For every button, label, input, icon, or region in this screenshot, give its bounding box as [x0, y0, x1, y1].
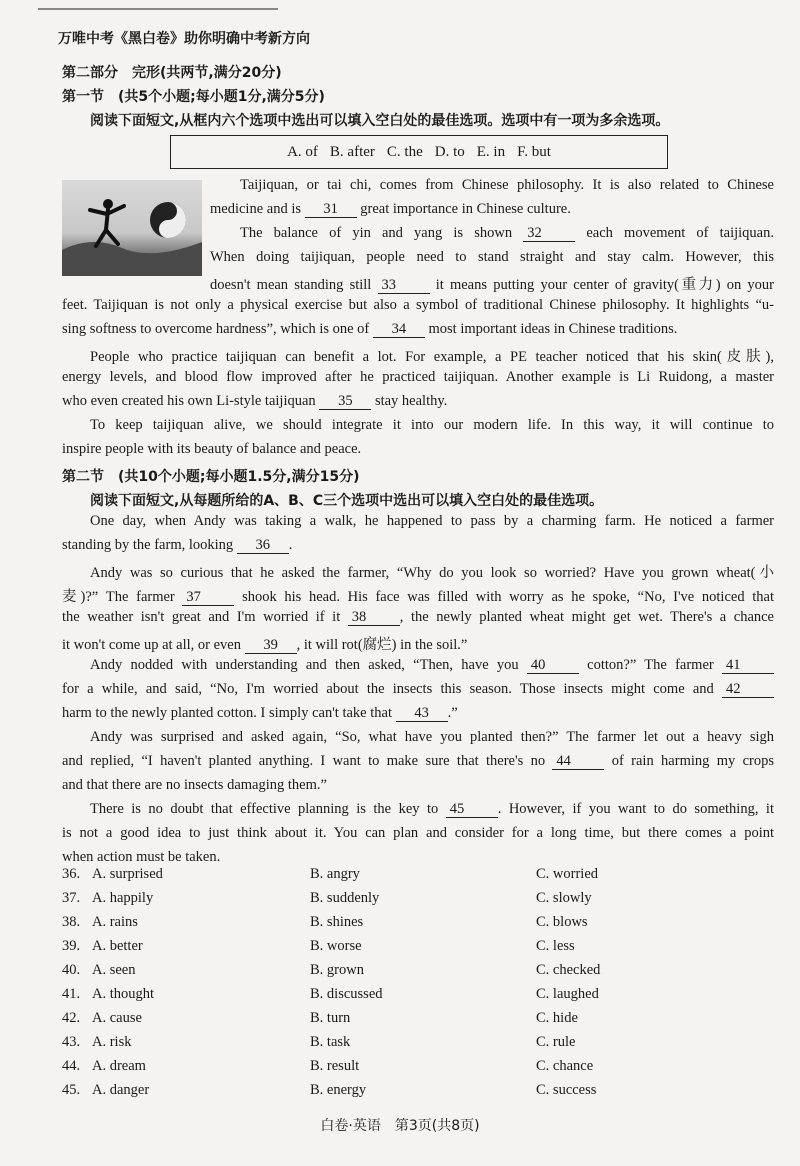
- choice-row-43: [62, 1034, 774, 1058]
- choice-row-40: [62, 962, 774, 986]
- choice-a: A. cause: [92, 1010, 142, 1026]
- text-segment: great importance in Chinese culture.: [356, 201, 571, 217]
- choice-c: C. worried: [536, 866, 599, 882]
- question-number: 40.: [62, 962, 81, 978]
- s1-line: [62, 321, 677, 338]
- text-segment: shook his head. His face was filled with worry as he spoke, “No, I've noticed that: [234, 589, 774, 605]
- choice-b: B. angry: [310, 866, 360, 882]
- text-segment: .: [288, 537, 293, 553]
- text-segment: most important ideas in Chinese traditions.: [424, 321, 678, 337]
- blank-32: 32: [523, 225, 575, 242]
- text-segment: feet. Taijiquan is not only a physical exercise but also a symbol of traditional Chinese philosophy. It highlights “u-: [62, 297, 774, 313]
- text-segment: stay healthy.: [371, 393, 448, 409]
- choice-b: B. shines: [310, 914, 364, 930]
- choice-c: C. hide: [536, 1010, 578, 1026]
- choice-b: B. suddenly: [310, 890, 380, 906]
- choice-a: A. surprised: [92, 866, 163, 882]
- option-c: C. the: [386, 143, 423, 160]
- choice-b: B. worse: [310, 938, 362, 954]
- blank-31: 31: [305, 201, 357, 218]
- s2-line: [62, 609, 774, 626]
- choice-row-42: [62, 1010, 774, 1034]
- text-segment: who even created his own Li-style taijiquan: [62, 393, 320, 409]
- s2-line: [62, 753, 774, 770]
- text-segment: . However, if you want to do something, it: [497, 801, 774, 817]
- question-number: 41.: [62, 986, 81, 1002]
- choice-row-44: [62, 1058, 774, 1082]
- text-segment: Andy was so curious that he asked the farmer, “Why do you look so worried? Have you grown wheat(小: [90, 565, 774, 581]
- blank-44: 44: [552, 753, 604, 770]
- question-number: 36.: [62, 866, 81, 882]
- section1-title: 第一节 (共5个小题;每小题1分,满分5分): [62, 89, 325, 105]
- s1-line: [90, 345, 774, 366]
- option-f: F. but: [517, 143, 551, 160]
- blank-36: 36: [237, 537, 289, 554]
- text-segment: and that there are no insects damaging them.”: [62, 777, 327, 793]
- s1-line: [210, 273, 774, 294]
- choice-b: B. task: [310, 1034, 351, 1050]
- text-segment: cotton?” The farmer: [578, 657, 722, 673]
- blank-38: 38: [348, 609, 400, 626]
- s2-line: [62, 537, 292, 554]
- choice-a: A. thought: [92, 986, 155, 1002]
- choice-b: B. discussed: [310, 986, 383, 1002]
- text-segment: Andy was surprised and asked again, “So, what have you planted then?” The farmer let out a heavy sigh: [90, 729, 774, 745]
- question-number: 42.: [62, 1010, 81, 1026]
- blank-41: 41: [722, 657, 774, 674]
- s2-line: [90, 657, 774, 674]
- question-number: 45.: [62, 1082, 81, 1098]
- text-segment: sing softness to overcome hardness”, which is one of: [62, 321, 373, 337]
- choice-c: C. laughed: [536, 986, 599, 1002]
- question-number: 37.: [62, 890, 81, 906]
- choice-row-37: [62, 890, 774, 914]
- choice-c: C. slowly: [536, 890, 592, 906]
- s2-line: [62, 705, 458, 722]
- page-footer: 白卷·英语 第3页(共8页): [320, 1118, 480, 1134]
- s1-line: [240, 225, 774, 242]
- s2-line: [62, 825, 774, 842]
- s1-line: [62, 441, 361, 458]
- choice-b: B. result: [310, 1058, 360, 1074]
- part2-title: 第二部分 完形(共两节,满分20分): [62, 65, 282, 81]
- text-segment: One day, when Andy was taking a walk, he happened to pass by a charming farm. He noticed a farmer: [90, 513, 774, 529]
- choice-c: C. less: [536, 938, 575, 954]
- text-segment: standing by the farm, looking: [62, 537, 237, 553]
- s1-line: [62, 297, 774, 314]
- section2-title: 第二节 (共10个小题;每小题1.5分,满分15分): [62, 469, 360, 485]
- taiji-illustration: [62, 180, 202, 276]
- text-segment: for a while, and said, “No, I'm worried about the insects this season. Those insects might come and: [62, 681, 722, 697]
- choice-a: A. danger: [92, 1082, 150, 1098]
- blank-37: 37: [182, 589, 234, 606]
- choice-c: C. chance: [536, 1058, 594, 1074]
- s2-line: [62, 777, 327, 794]
- s2-line: [62, 633, 467, 654]
- s1-line: [62, 369, 774, 386]
- choice-b: B. grown: [310, 962, 364, 978]
- blank-35: 35: [319, 393, 371, 410]
- choice-a: A. dream: [92, 1058, 146, 1074]
- text-segment: it won't come up at all, or even: [62, 637, 245, 653]
- choice-row-36: [62, 866, 774, 890]
- s2-line: [90, 801, 774, 818]
- option-b: B. after: [329, 143, 375, 160]
- text-segment: Andy nodded with understanding and then asked, “Then, have you: [90, 657, 527, 673]
- question-number: 44.: [62, 1058, 81, 1074]
- s1-line: [62, 393, 447, 410]
- text-segment: To keep taijiquan alive, we should integrate it into our modern life. In this way, it will continue to: [90, 417, 774, 433]
- text-segment: Taijiquan, or tai chi, comes from Chinese philosophy. It is also related to Chinese: [240, 177, 774, 193]
- s2-line: [62, 585, 774, 606]
- choice-a: A. happily: [92, 890, 154, 906]
- choice-c: C. blows: [536, 914, 588, 930]
- text-segment: 麦)?” The farmer: [62, 589, 183, 605]
- choice-a: A. risk: [92, 1034, 132, 1050]
- s1-line: [210, 249, 774, 266]
- option-a: A. of: [287, 143, 318, 160]
- blank-34: 34: [373, 321, 425, 338]
- choice-b: B. energy: [310, 1082, 367, 1098]
- question-number: 39.: [62, 938, 81, 954]
- text-segment: each movement of taijiquan.: [575, 225, 774, 241]
- choice-c: C. success: [536, 1082, 597, 1098]
- text-segment: When doing taijiquan, people need to stand straight and stay calm. However, this: [210, 249, 774, 265]
- text-segment: harm to the newly planted cotton. I simply can't take that: [62, 705, 396, 721]
- text-segment: medicine and is: [210, 201, 305, 217]
- text-segment: , it will rot(腐烂) in the soil.”: [296, 637, 468, 653]
- choice-a: A. seen: [92, 962, 136, 978]
- text-segment: People who practice taijiquan can benefit a lot. For example, a PE teacher noticed that his skin(皮肤),: [90, 349, 774, 365]
- blank-43: 43: [396, 705, 448, 722]
- option-e: E. in: [476, 143, 506, 160]
- s2-line: [90, 729, 774, 746]
- section1-instruction: 阅读下面短文,从框内六个选项中选出可以填入空白处的最佳选项。选项中有一项为多余选项。: [90, 113, 670, 129]
- text-segment: of rain harming my crops: [604, 753, 774, 769]
- choice-c: C. rule: [536, 1034, 576, 1050]
- header-rule: [38, 8, 278, 10]
- text-segment: energy levels, and blood flow improved after he practiced taijiquan. Another example is Li Ruidong, a master: [62, 369, 774, 385]
- blank-39: 39: [245, 637, 297, 654]
- s1-line: [210, 201, 571, 218]
- choice-b: B. turn: [310, 1010, 351, 1026]
- text-segment: , the newly planted wheat might get wet. There's a chance: [399, 609, 774, 625]
- option-d: D. to: [434, 143, 465, 160]
- s2-line: [62, 681, 774, 698]
- option-box: [170, 135, 668, 169]
- s2-line: [62, 849, 220, 866]
- question-number: 38.: [62, 914, 81, 930]
- text-segment: There is no doubt that effective planning is the key to: [90, 801, 446, 817]
- s1-line: [90, 417, 774, 434]
- blank-40: 40: [527, 657, 579, 674]
- text-segment: doesn't mean standing still: [210, 277, 378, 293]
- choice-row-45: [62, 1082, 774, 1106]
- text-segment: the weather isn't great and I'm worried if it: [62, 609, 348, 625]
- s2-line: [90, 513, 774, 530]
- choice-c: C. checked: [536, 962, 601, 978]
- choice-a: A. rains: [92, 914, 138, 930]
- choice-a: A. better: [92, 938, 143, 954]
- blank-33: 33: [378, 277, 430, 294]
- text-segment: The balance of yin and yang is shown: [240, 225, 524, 241]
- section2-instruction: 阅读下面短文,从每题所给的A、B、C三个选项中选出可以填入空白处的最佳选项。: [90, 493, 604, 509]
- text-segment: and replied, “I haven't planted anything. I want to make sure that there's no: [62, 753, 553, 769]
- choice-row-41: [62, 986, 774, 1010]
- text-segment: it means putting your center of gravity(重力) on your: [429, 277, 774, 293]
- choice-row-38: [62, 914, 774, 938]
- blank-42: 42: [722, 681, 774, 698]
- question-number: 43.: [62, 1034, 81, 1050]
- s2-line: [90, 561, 774, 582]
- running-head: 万唯中考《黑白卷》助你明确中考新方向: [58, 31, 310, 47]
- text-segment: is not a good idea to just think about it. You can plan and consider for a long time, but there comes a point: [62, 825, 774, 841]
- blank-45: 45: [446, 801, 498, 818]
- text-segment: inspire people with its beauty of balance and peace.: [62, 441, 362, 457]
- taiji-figure-icon: [62, 180, 202, 276]
- text-segment: when action must be taken.: [62, 849, 221, 865]
- text-segment: .”: [447, 705, 458, 721]
- s1-line: [240, 177, 774, 194]
- choice-row-39: [62, 938, 774, 962]
